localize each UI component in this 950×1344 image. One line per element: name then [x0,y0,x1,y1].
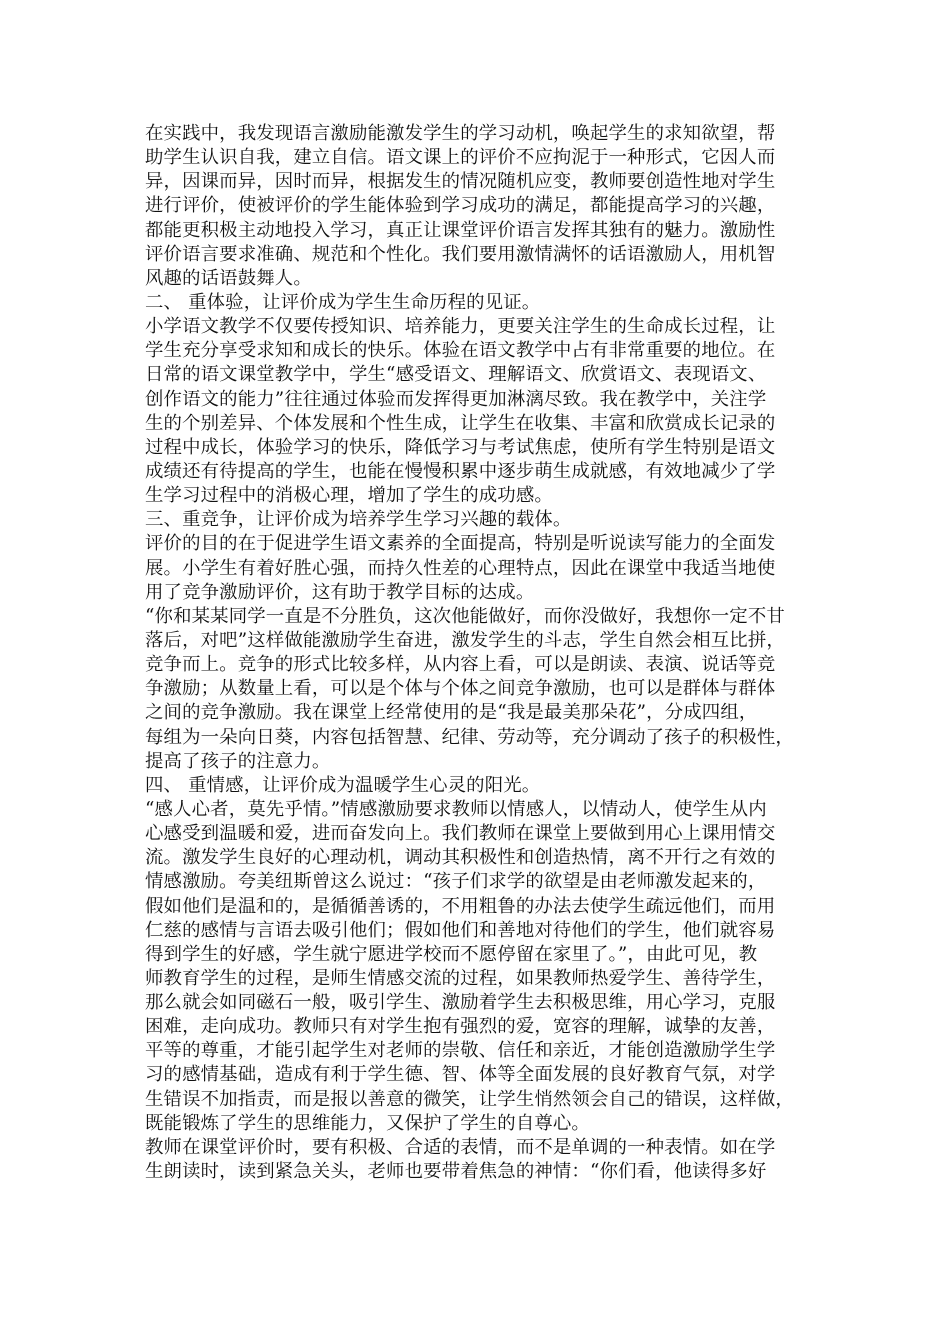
text-line: “感人心者，莫先乎情。”情感激励要求教师以情感人，以情动人，使学生从内 [145,798,767,820]
text-line: 评价语言要求准确、规范和个性化。我们要用激情满怀的话语激励人，用机智 [145,243,776,265]
text-line: 既能锻炼了学生的思维能力，又保护了学生的自尊心。 [145,1112,590,1134]
text-line: 生的个别差异、个体发展和个性生成，让学生在收集、丰富和欣赏成长记录的 [145,412,776,434]
text-line: 每组为一朵向日葵，内容包括智慧、纪律、劳动等，充分调动了孩子的积极性， [145,726,794,748]
text-line: 生错误不加指责，而是报以善意的微笑，让学生悄然领会自己的错误，这样做， [145,1088,794,1110]
text-line: 生学习过程中的消极心理，增加了学生的成功感。 [145,485,553,507]
text-line: 提高了孩子的注意力。 [145,750,331,772]
text-line: 日常的语文课堂教学中，学生“感受语文、理解语文、欣赏语文、表现语文、 [145,364,767,386]
text-line: 成绩还有待提高的学生，也能在慢慢积累中逐步萌生成就感，有效地减少了学 [145,460,776,482]
text-line: “你和某某同学一直是不分胜负，这次他能做好，而你没做好，我想你一定不甘 [145,605,785,627]
text-line: 小学语文教学不仅要传授知识、培养能力，更要关注学生的生命成长过程，让 [145,316,776,338]
text-line: 之间的竞争激励。我在课堂上经常使用的是“我是最美那朵花”，分成四组， [145,702,758,724]
text-line: 竞争而上。竞争的形式比较多样，从内容上看，可以是朗读、表演、说话等竞 [145,654,776,676]
text-line: 在实践中，我发现语言激励能激发学生的学习动机，唤起学生的求知欲望，帮 [145,123,776,144]
text-line: 假如他们是温和的，是循循善诱的，不用粗鲁的办法去使学生疏远他们，而用 [145,895,776,917]
text-line: 习的感情基础，造成有利于学生德、智、体等全面发展的良好教育气氛，对学 [145,1064,776,1086]
text-line: 进行评价，使被评价的学生能体验到学习成功的满足，都能提高学习的兴趣， [145,195,776,217]
text-line: 学生充分享受求知和成长的快乐。体验在语文教学中占有非常重要的地位。在 [145,340,776,362]
text-line: 三、重竞争，让评价成为培养学生学习兴趣的载体。 [145,509,572,531]
text-line: 师教育学生的过程，是师生情感交流的过程，如果教师热爱学生、善待学生， [145,967,776,989]
text-line: 助学生认识自我，建立自信。语文课上的评价不应拘泥于一种形式，它因人而 [145,147,776,169]
text-line: 异，因课而异，因时而异，根据发生的情况随机应变，教师要创造性地对学生 [145,171,776,193]
text-line: 二、 重体验，让评价成为学生生命历程的见证。 [145,291,541,313]
text-line: 生朗读时，读到紧急关头，老师也要带着焦急的神情：“你们看，他读得多好 [145,1161,767,1183]
text-line: 争激励；从数量上看，可以是个体与个体之间竞争激励，也可以是群体与群体 [145,678,776,700]
document-body [145,122,825,1184]
text-line: 仁慈的感情与言语去吸引他们；假如他们和善地对待他们的学生，他们就容易 [145,919,776,941]
text-line: 得到学生的好感，学生就宁愿进学校而不愿停留在家里了。”，由此可见，教 [145,943,758,965]
text-line: 用了竞争激励评价，这有助于教学目标的达成。 [145,581,535,603]
text-line: 教师在课堂评价时，要有积极、合适的表情，而不是单调的一种表情。如在学 [145,1136,776,1158]
text-line: 创作语文的能力”往往通过体验而发挥得更加淋漓尽致。我在教学中，关注学 [145,388,767,410]
text-line: 落后，对吧”这样做能激励学生奋进，激发学生的斗志，学生自然会相互比拼， [145,629,785,651]
text-line: 平等的尊重，才能引起学生对老师的崇敬、信任和亲近，才能创造激励学生学 [145,1040,776,1062]
text-line: 过程中成长，体验学习的快乐，降低学习与考试焦虑，使所有学生特别是语文 [145,436,776,458]
text-line: 流。激发学生良好的心理动机，调动其积极性和创造热情，离不开行之有效的 [145,847,776,869]
text-line: 四、 重情感，让评价成为温暖学生心灵的阳光。 [145,774,541,796]
text-line: 都能更积极主动地投入学习，真正让课堂评价语言发挥其独有的魅力。激励性 [145,219,776,241]
text-line: 心感受到温暖和爱，进而奋发向上。我们教师在课堂上要做到用心上课用情交 [145,823,776,845]
text-line: 展。小学生有着好胜心强，而持久性差的心理特点，因此在课堂中我适当地使 [145,557,776,579]
text-line: 困难，走向成功。教师只有对学生抱有强烈的爱，宽容的理解，诚挚的友善， [145,1016,776,1038]
text-line: 那么就会如同磁石一般，吸引学生、激励着学生去积极思维，用心学习，克服 [145,992,776,1014]
text-line: 风趣的话语鼓舞人。 [145,267,312,289]
text-line: 评价的目的在于促进学生语文素养的全面提高，特别是听说读写能力的全面发 [145,533,776,555]
text-line: 情感激励。夸美纽斯曾这么说过：“孩子们求学的欲望是由老师激发起来的， [145,871,767,893]
